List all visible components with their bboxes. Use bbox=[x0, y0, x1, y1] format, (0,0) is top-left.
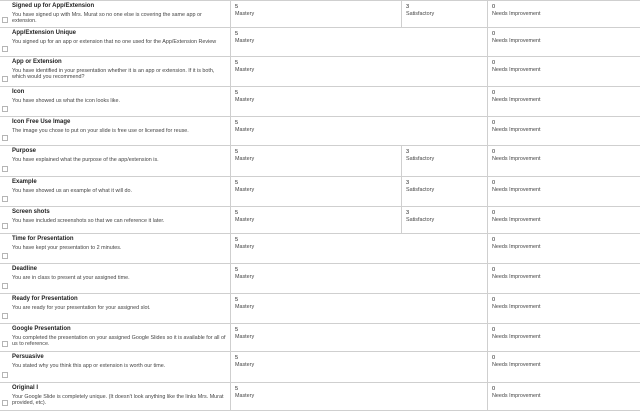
rating-cell[interactable] bbox=[488, 383, 640, 410]
criterion-checkbox[interactable] bbox=[2, 223, 8, 229]
rubric-row bbox=[0, 1, 640, 28]
criterion-checkbox[interactable] bbox=[2, 253, 8, 259]
rating-points: 0 bbox=[492, 120, 496, 126]
criterion-cell bbox=[0, 352, 231, 382]
rating-label: Needs Improvement bbox=[492, 127, 541, 133]
rubric-row bbox=[0, 294, 640, 324]
criterion-cell bbox=[0, 383, 231, 410]
rating-cell[interactable] bbox=[488, 294, 640, 323]
rubric-row bbox=[0, 383, 640, 411]
rating-cell[interactable] bbox=[231, 117, 488, 145]
rating-cell[interactable] bbox=[488, 146, 640, 176]
criterion-description: You have included screenshots so that we can reference it later. bbox=[12, 217, 165, 224]
rating-label: Mastery bbox=[235, 97, 255, 103]
rating-points: 5 bbox=[235, 386, 239, 392]
rating-cell[interactable] bbox=[231, 234, 488, 263]
criterion-name: App or Extension bbox=[12, 59, 62, 65]
rubric-row bbox=[0, 117, 640, 146]
criterion-checkbox[interactable] bbox=[2, 106, 8, 112]
rating-label: Needs Improvement bbox=[492, 362, 541, 368]
criterion-cell bbox=[0, 28, 231, 56]
criterion-checkbox[interactable] bbox=[2, 196, 8, 202]
criterion-checkbox[interactable] bbox=[2, 46, 8, 52]
rating-label: Mastery bbox=[235, 156, 255, 162]
rating-label: Satisfactory bbox=[406, 156, 435, 162]
rating-points: 5 bbox=[235, 180, 239, 186]
rating-label: Mastery bbox=[235, 393, 255, 399]
rating-points: 0 bbox=[492, 297, 496, 303]
criterion-cell bbox=[0, 264, 231, 293]
criterion-name: Icon Free Use Image bbox=[12, 119, 71, 125]
rating-points: 0 bbox=[492, 31, 496, 37]
criterion-cell bbox=[0, 207, 231, 233]
rating-points: 5 bbox=[235, 90, 239, 96]
rating-cell[interactable] bbox=[231, 294, 488, 323]
criterion-name: Screen shots bbox=[12, 209, 50, 215]
rating-cell[interactable] bbox=[231, 87, 488, 116]
rating-label: Needs Improvement bbox=[492, 187, 541, 193]
rating-points: 0 bbox=[492, 327, 496, 333]
rubric-row bbox=[0, 177, 640, 207]
rating-label: Mastery bbox=[235, 187, 255, 193]
rating-label: Needs Improvement bbox=[492, 334, 541, 340]
rating-label: Needs Improvement bbox=[492, 217, 541, 223]
criterion-description: You have identified in your presentation whether it is an app or extension. If it is both, which would you recommend? bbox=[12, 67, 215, 81]
criterion-description: You signed up for an app or extension that no one used for the App/Extension Review bbox=[12, 38, 217, 45]
rating-cell[interactable] bbox=[231, 383, 488, 410]
criterion-checkbox[interactable] bbox=[2, 341, 8, 347]
rating-points: 0 bbox=[492, 386, 496, 392]
rating-cell[interactable] bbox=[488, 57, 640, 86]
rating-label: Satisfactory bbox=[406, 187, 435, 193]
criterion-cell bbox=[0, 324, 231, 351]
criterion-description: You completed the presentation on your assigned Google Slides so it is available for all of us to reference. bbox=[12, 334, 226, 348]
criterion-checkbox[interactable] bbox=[2, 372, 8, 378]
rating-cell[interactable] bbox=[488, 234, 640, 263]
criterion-cell bbox=[0, 234, 231, 263]
criterion-checkbox[interactable] bbox=[2, 313, 8, 319]
criterion-name: Time for Presentation bbox=[12, 236, 74, 242]
criterion-cell bbox=[0, 146, 231, 176]
criterion-description: The image you chose to put on your slide is free use or licensed for reuse. bbox=[12, 127, 189, 134]
criterion-name: App/Extension Unique bbox=[12, 30, 77, 36]
rating-cell[interactable] bbox=[488, 352, 640, 382]
rating-points: 5 bbox=[235, 237, 239, 243]
criterion-checkbox[interactable] bbox=[2, 76, 8, 82]
criterion-cell bbox=[0, 294, 231, 323]
rating-label: Mastery bbox=[235, 217, 255, 223]
rating-label: Needs Improvement bbox=[492, 304, 541, 310]
rating-points: 5 bbox=[235, 149, 239, 155]
rating-cell[interactable] bbox=[488, 177, 640, 206]
criterion-description: You are ready for your presentation for your assigned slot. bbox=[12, 304, 151, 311]
rating-cell[interactable] bbox=[231, 1, 402, 27]
rating-points: 0 bbox=[492, 180, 496, 186]
rating-points: 5 bbox=[235, 4, 239, 10]
rating-label: Needs Improvement bbox=[492, 97, 541, 103]
rating-cell[interactable] bbox=[488, 1, 640, 27]
rating-cell[interactable] bbox=[402, 207, 488, 233]
rating-label: Needs Improvement bbox=[492, 38, 541, 44]
criterion-description: You have showed us an example of what it will do. bbox=[12, 187, 132, 194]
rubric-row bbox=[0, 28, 640, 57]
rating-cell[interactable] bbox=[231, 57, 488, 86]
rating-cell[interactable] bbox=[488, 324, 640, 351]
rating-cell[interactable] bbox=[488, 264, 640, 293]
rating-points: 3 bbox=[406, 210, 410, 216]
rubric-row bbox=[0, 264, 640, 294]
rating-points: 0 bbox=[492, 267, 496, 273]
rating-cell[interactable] bbox=[231, 146, 402, 176]
criterion-cell bbox=[0, 57, 231, 86]
rating-cell[interactable] bbox=[231, 28, 488, 56]
rating-label: Mastery bbox=[235, 334, 255, 340]
criterion-checkbox[interactable] bbox=[2, 283, 8, 289]
rating-points: 5 bbox=[235, 60, 239, 66]
criterion-checkbox[interactable] bbox=[2, 17, 8, 23]
rating-label: Satisfactory bbox=[406, 217, 435, 223]
rubric-row bbox=[0, 207, 640, 234]
rating-label: Mastery bbox=[235, 127, 255, 133]
rating-points: 0 bbox=[492, 149, 496, 155]
criterion-description: You have showed us what the icon looks like. bbox=[12, 97, 120, 104]
rating-label: Mastery bbox=[235, 304, 255, 310]
rating-points: 5 bbox=[235, 31, 239, 37]
rating-cell[interactable] bbox=[402, 1, 488, 27]
rating-points: 5 bbox=[235, 267, 239, 273]
rating-label: Needs Improvement bbox=[492, 67, 541, 73]
rating-points: 0 bbox=[492, 210, 496, 216]
criterion-cell bbox=[0, 177, 231, 206]
criterion-checkbox[interactable] bbox=[2, 166, 8, 172]
criterion-description: Your Google Slide is completely unique. (It doesn't look anything like the links Mrs. Murat provided, etc). bbox=[12, 393, 224, 407]
rating-points: 5 bbox=[235, 210, 239, 216]
rating-cell[interactable] bbox=[488, 207, 640, 233]
criterion-cell bbox=[0, 1, 231, 27]
criterion-name: Deadline bbox=[12, 266, 38, 272]
rating-label: Mastery bbox=[235, 67, 255, 73]
criterion-name: Icon bbox=[12, 89, 25, 95]
rating-label: Needs Improvement bbox=[492, 274, 541, 280]
rubric-row bbox=[0, 146, 640, 177]
rubric-row bbox=[0, 57, 640, 87]
criterion-name: Signed up for App/Extension bbox=[12, 3, 95, 9]
criterion-name: Original I bbox=[12, 385, 39, 391]
criterion-checkbox[interactable] bbox=[2, 135, 8, 141]
rubric-row bbox=[0, 87, 640, 117]
criterion-description: You stated why you think this app or extension is worth our time. bbox=[12, 362, 166, 369]
rating-cell[interactable] bbox=[488, 117, 640, 145]
rating-points: 5 bbox=[235, 120, 239, 126]
rating-label: Needs Improvement bbox=[492, 156, 541, 162]
rating-label: Mastery bbox=[235, 244, 255, 250]
rating-label: Mastery bbox=[235, 11, 255, 17]
criterion-checkbox[interactable] bbox=[2, 400, 8, 406]
rating-cell[interactable] bbox=[231, 264, 488, 293]
criterion-description: You are in class to present at your assigned time. bbox=[12, 274, 130, 281]
rating-label: Mastery bbox=[235, 38, 255, 44]
criterion-description: You have signed up with Mrs. Murat so no one else is covering the same app or extension. bbox=[12, 11, 202, 25]
rating-cell[interactable] bbox=[402, 146, 488, 176]
rating-points: 0 bbox=[492, 90, 496, 96]
rating-label: Needs Improvement bbox=[492, 11, 541, 17]
rubric-row bbox=[0, 324, 640, 352]
rating-points: 0 bbox=[492, 60, 496, 66]
rating-cell[interactable] bbox=[231, 207, 402, 233]
criterion-description: You have kept your presentation to 2 minutes. bbox=[12, 244, 122, 251]
rubric-row bbox=[0, 352, 640, 383]
rating-cell[interactable] bbox=[402, 177, 488, 206]
rating-points: 5 bbox=[235, 355, 239, 361]
rating-points: 0 bbox=[492, 355, 496, 361]
rating-points: 5 bbox=[235, 297, 239, 303]
rating-points: 3 bbox=[406, 180, 410, 186]
criterion-name: Example bbox=[12, 179, 37, 185]
rating-cell[interactable] bbox=[231, 177, 402, 206]
criterion-name: Purpose bbox=[12, 148, 37, 154]
rating-points: 5 bbox=[235, 327, 239, 333]
criterion-name: Google Presentation bbox=[12, 326, 71, 332]
rating-cell[interactable] bbox=[231, 352, 488, 382]
criterion-cell bbox=[0, 87, 231, 116]
rating-points: 3 bbox=[406, 4, 410, 10]
rating-points: 0 bbox=[492, 237, 496, 243]
rating-label: Mastery bbox=[235, 362, 255, 368]
criterion-name: Persuasive bbox=[12, 354, 44, 360]
rating-points: 3 bbox=[406, 149, 410, 155]
rating-label: Needs Improvement bbox=[492, 393, 541, 399]
criterion-description: You have explained what the purpose of the app/extension is. bbox=[12, 156, 159, 163]
criterion-cell bbox=[0, 117, 231, 145]
rating-cell[interactable] bbox=[488, 28, 640, 56]
rating-label: Needs Improvement bbox=[492, 244, 541, 250]
rubric-row bbox=[0, 234, 640, 264]
rating-cell[interactable] bbox=[231, 324, 488, 351]
rating-label: Satisfactory bbox=[406, 11, 435, 17]
rating-label: Mastery bbox=[235, 274, 255, 280]
rating-points: 0 bbox=[492, 4, 496, 10]
criterion-name: Ready for Presentation bbox=[12, 296, 78, 302]
rating-cell[interactable] bbox=[488, 87, 640, 116]
